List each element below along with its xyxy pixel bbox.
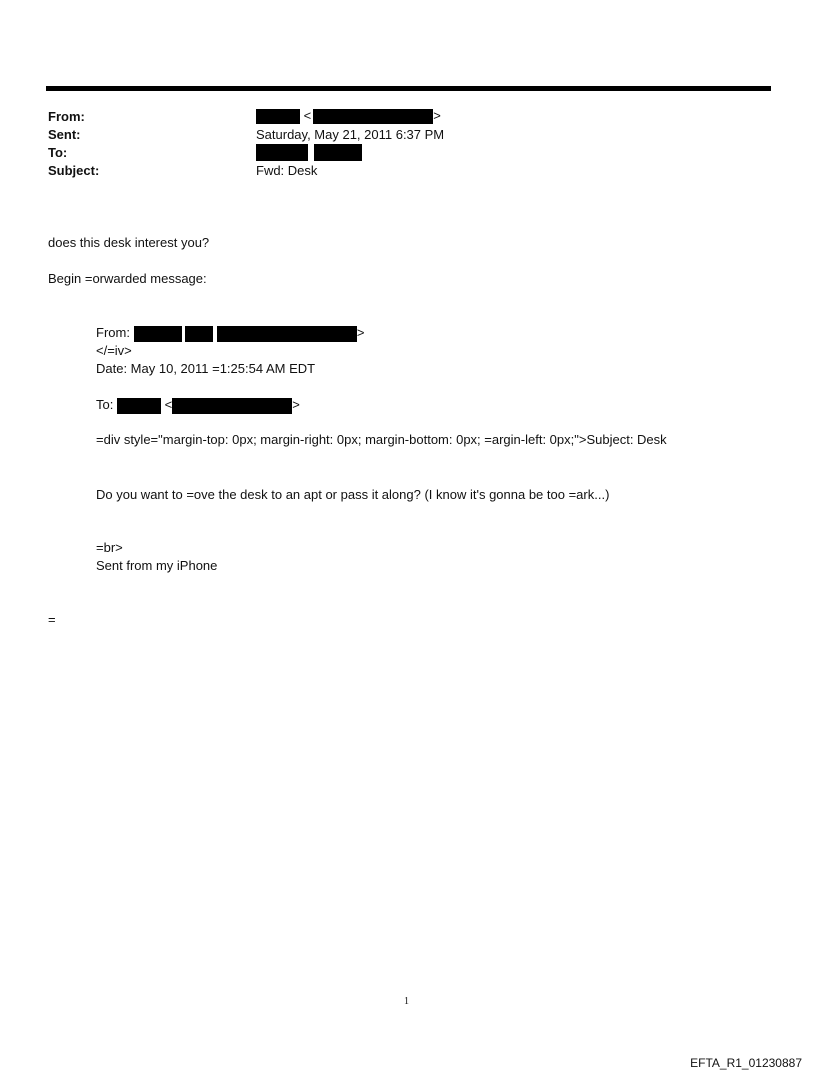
fwd-to-label: To: [96,397,114,412]
fwd-br-line: =br> [96,540,123,555]
fwd-to-line [96,397,300,414]
document-id: EFTA_R1_01230887 [690,1056,802,1070]
fwd-to-open: < [164,397,173,412]
redaction-block [256,144,308,161]
from-value [256,108,441,124]
body-intro: does this desk interest you? [48,235,210,250]
to-value [256,144,362,161]
sent-label: Sent: [48,127,81,142]
fwd-to-close: > [292,397,300,412]
subject-value: Fwd: Desk [256,163,318,178]
redaction-block [185,326,213,342]
redaction-block [117,398,161,414]
redaction-block [313,109,433,124]
fwd-question: Do you want to =ove the desk to an apt or pass it along? (I know it's gonna be too =ark...) [96,487,610,502]
redaction-block [217,326,357,342]
trailing-equals: = [48,612,56,627]
fwd-div-subject: =div style="margin-top: 0px; margin-right: 0px; margin-bottom: 0px; =argin-left: 0px;">Subject: Desk [96,432,667,447]
from-open-bracket: < [303,108,312,123]
fwd-signature: Sent from my iPhone [96,558,218,573]
from-close-bracket: > [433,108,441,123]
from-label: From: [48,109,85,124]
redaction-block [314,144,362,161]
fwd-div-close: </=iv> [96,343,132,358]
redaction-block [172,398,292,414]
redaction-block [134,326,182,342]
redaction-block [256,109,300,124]
header-rule [46,86,771,91]
sent-value: Saturday, May 21, 2011 6:37 PM [256,127,445,142]
fwd-from-close: > [356,325,365,340]
to-label: To: [48,145,68,160]
fwd-from-line [96,325,364,342]
page-number: 1 [404,996,409,1007]
subject-label: Subject: [48,163,100,178]
fwd-date-line: Date: May 10, 2011 =1:25:54 AM EDT [96,361,316,376]
fwd-from-label: From: [96,325,130,340]
begin-forwarded: Begin =orwarded message: [48,271,207,286]
